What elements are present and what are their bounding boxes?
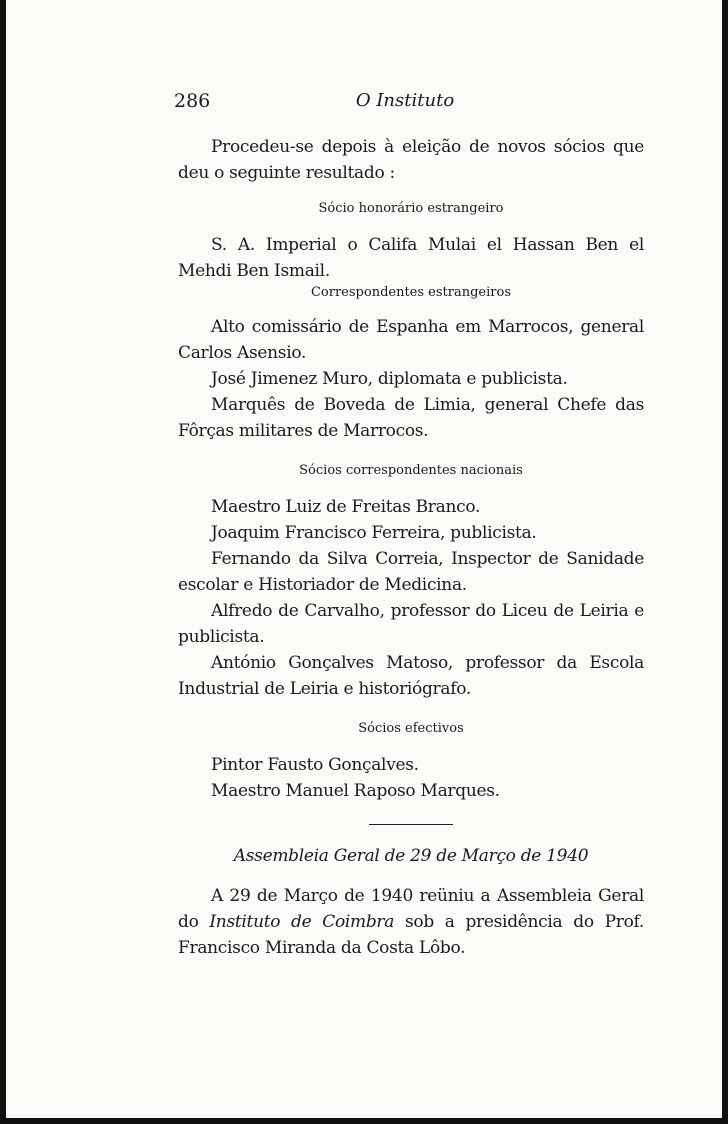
section-heading: Sócio honorário estrangeiro (318, 201, 504, 216)
section-heading: Sócios efectivos (358, 721, 464, 736)
section-heading: Sócios correspondentes nacionais (299, 463, 523, 478)
closing-text-after: sob a presidência do Prof. Francisco Miranda da Costa Lôbo. (178, 912, 644, 958)
page-body (178, 134, 644, 961)
member-entry: S. A. Imperial o Califa Mulai el Hassan Ben el Mehdi Ben Ismail. (178, 235, 644, 281)
member-entry: António Gonçalves Matoso, professor da Escola Industrial de Leiria e historiógrafo. (178, 653, 644, 699)
member-entry: Marquês de Boveda de Limia, general Chefe das Fôrças militares de Marrocos. (178, 395, 644, 441)
running-title: O Instituto (355, 90, 455, 111)
member-entry: Alfredo de Carvalho, professor do Liceu de Leiria e publicista. (178, 601, 644, 647)
member-entry: Maestro Luiz de Freitas Branco. (211, 497, 481, 517)
intro-paragraph: Procedeu-se depois à eleição de novos sócios que deu o seguinte resultado : (178, 137, 644, 183)
member-entry: Maestro Manuel Raposo Marques. (211, 781, 500, 801)
member-entry: Joaquim Francisco Ferreira, publicista. (211, 523, 537, 543)
member-entry: Fernando da Silva Correia, Inspector de Sanidade escolar e Historiador de Medicina. (178, 549, 644, 595)
closing-text-before: A 29 de Março de 1940 reüniu a Assembleia Geral do (178, 886, 644, 932)
member-entry: José Jimenez Muro, diplomata e publicista. (211, 369, 568, 389)
section-heading: Correspondentes estrangeiros (310, 285, 511, 300)
closing-paragraph (178, 883, 644, 961)
institution-name: Instituto de Coimbra (209, 912, 395, 932)
event-title: Assembleia Geral de 29 de Março de 1940 (233, 846, 589, 866)
page-header (6, 90, 722, 118)
member-entry: Alto comissário de Espanha em Marrocos, general Carlos Asensio. (178, 317, 644, 363)
member-entry: Pintor Fausto Gonçalves. (211, 755, 419, 775)
page-number: 286 (174, 90, 211, 112)
